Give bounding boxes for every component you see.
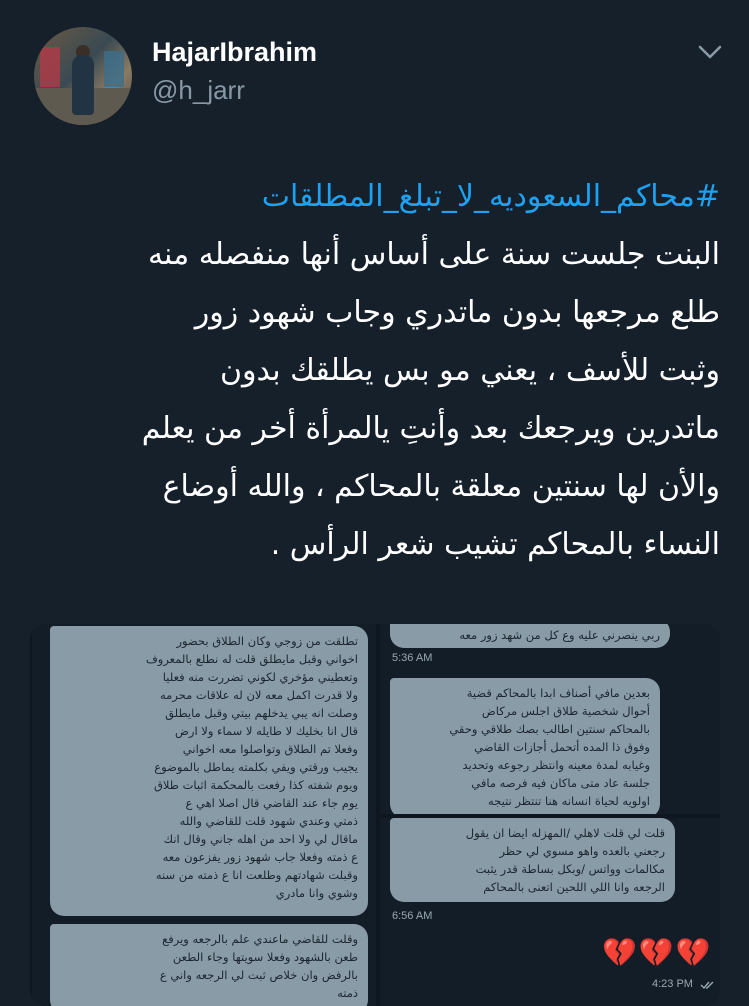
avatar[interactable] [34,27,132,125]
chat-line: وفعلا تم الطلاق وتواصلوا معه اخواني [182,742,358,756]
chat-line: مكالمات وواتس /وبكل بساطة قدر يثبت [475,862,665,876]
chat-line: ولا قدرت اكمل معه لان له علاقات محرمه [160,688,358,702]
chat-line: الرجعه وانا اللي اللحين اتعنى بالمحاكم [483,880,665,894]
chat-line: ذمتي وعندي شهود قلت للقاضي والله [179,814,358,828]
tweet-line: النساء بالمحاكم تشيب شعر الرأس . [270,527,720,562]
chat-line: رجعني بالعده واهو مسوي لي حظر [499,844,665,858]
tweet-line: البنت جلست سنة على أساس أنها منفصله منه [147,237,720,272]
tweet-media-grid [30,624,720,1006]
chat-line: وصلت انه يبي يدخلهم بيتي وقبل مايطلق [165,706,358,720]
chat-line: يوم جاء عند القاضي قال اصلا اهي ع [185,796,358,810]
hashtag-link[interactable]: #محاكم_السعوديه_لا_تبلغ_المطلقات [261,179,720,214]
chat-line: بعدين مافي أصناف ابدا بالمحاكم قضية [466,686,650,700]
tweet-line: والأن لها سنتين معلقة بالمحاكم ، والله أوضاع [162,469,720,504]
media-image-right-bottom[interactable] [380,818,720,1006]
chat-line: جلسة عاد متى ماكان فيه فرصه مافي [471,776,650,790]
chat-line: وغيابه لمدة معينه وانتظر رجوعه وتحديد [462,758,650,772]
avatar-stall-right [104,51,124,87]
tweet-line: وثبت للأسف ، يعني مو بس يطلقك بدون [219,353,720,388]
media-image-left[interactable] [32,624,376,1006]
chat-bubble [50,924,368,1006]
broken-heart-emoji: 💔💔💔 [602,936,713,969]
chat-line: ماقال لي ولا احد من اهله جاني وقال انك [163,832,358,846]
chat-line: ويوم شفته كذا رفعت بالمحكمة اثبات طلاق [153,778,358,792]
media-image-right-top[interactable] [380,624,720,814]
tweet-text [30,168,720,574]
chat-line: اخواني وقبل مايطلق قلت له نطلع بالمعروف [145,652,358,666]
chat-line: قلت لي قلت لاهلي /المهزله ايضا ان يقول [465,826,665,840]
chat-line: بالرفض وان خلاص ثبت لي الرجعه واني ع [159,968,358,982]
chat-line: ذمته [337,986,358,1000]
tweet-line: ماتدرين ويرجعك بعد وأنتِ يالمرأة أخر من يعلم [141,411,720,446]
chat-bubble [390,624,670,648]
chat-line: وفوق ذا المده أتحمل أجازات القاضي [474,740,650,754]
chat-line: ربي ينصرني عليه وع كل من شهد زور معه [459,628,660,642]
chat-line: اولويه لحياة انسانه هنا تنتظر نتيجه [488,794,650,808]
tweet-line: طلع مرجعها بدون ماتدري وجاب شهود زور [194,295,720,330]
chat-line: طعن بالشهود وفعلا سويتها وجاء الطعن [172,950,358,964]
chat-line: ع ذمته وفعلا جاب شهود زور يفزعون معه [162,850,358,864]
read-receipt-icon [700,980,716,990]
chat-line: تطلقت من زوجي وكان الطلاق بحضور [176,634,358,648]
chat-line: وتعطيني مؤخري لكوني تضررت منه فعليا [162,670,358,684]
chat-line: أحوال شخصية طلاق اجلس مركاض [481,704,650,718]
chat-line: وقلت للقاضي ماعندي علم بالرجعه ويرفع [162,932,358,946]
message-timestamp: 4:23 PM [652,978,693,990]
chat-line: يجيب ورقتي ويفي بكلمته يماطل بالموضوع [154,760,358,774]
avatar-stall-left [40,47,60,87]
user-handle[interactable]: @h_jarr [152,75,245,105]
chat-line: وقبلت شهادتهم وطلعت انا ع ذمته من سنه [155,868,358,882]
chat-bubble [390,818,675,902]
chat-line: قال انا بخليك لا طايله لا سماء ولا ارض [174,724,358,738]
chat-line: وشوي وانا مادري [275,886,358,900]
tweet-header [0,0,749,140]
chevron-down-icon[interactable] [697,42,723,62]
message-timestamp: 6:56 AM [392,910,433,922]
message-timestamp: 5:36 AM [392,652,433,664]
display-name[interactable]: HajarIbrahim [152,37,318,67]
avatar-person [72,55,94,115]
chat-bubble [50,626,368,916]
chat-bubble [390,678,660,814]
chat-line: بالمحاكم سنتين اطالب بصك طلاقي وحقي [449,722,650,736]
